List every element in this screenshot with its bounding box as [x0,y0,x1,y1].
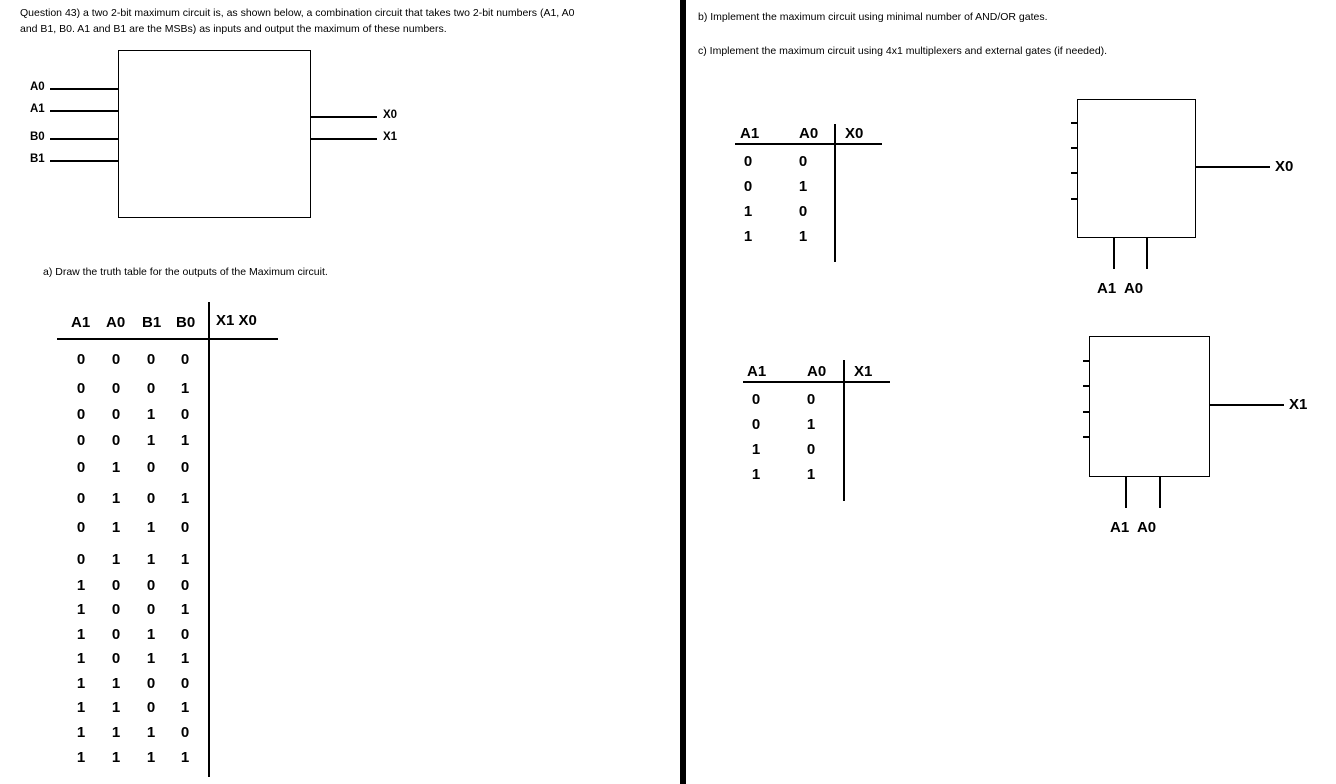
mux-x1-select-wire [1125,477,1127,508]
truth-table-cell: 0 [76,432,86,449]
truth-table-cell: 0 [180,351,190,368]
truth-table-cell: 1 [146,626,156,643]
truth-table-cell: 1 [111,699,121,716]
truth-table-cell: 1 [180,749,190,766]
truth-table-cell: 0 [111,601,121,618]
truth-table-header-a0: A0 [106,314,126,331]
mux-table-x0-cell: 0 [743,178,753,195]
truth-table-cell: 1 [146,749,156,766]
mux-table-x1-header-a1: A1 [747,363,767,380]
truth-table-header-a1: A1 [71,314,91,331]
mux-x0-output-wire [1196,166,1270,168]
mux-table-x0-header-a0: A0 [799,125,819,142]
mux-x1-output-wire [1210,404,1284,406]
input-wire-a0 [50,88,118,90]
truth-table-cell: 0 [111,650,121,667]
mux-table-x1-header-rule [743,381,890,383]
mux-table-x0-cell: 1 [798,178,808,195]
truth-table-cell: 1 [146,650,156,667]
truth-table-cell: 0 [146,380,156,397]
mux-table-x0-cell: 0 [798,153,808,170]
truth-table-cell: 1 [111,675,121,692]
truth-table-header-outputs: X1 X0 [216,312,257,329]
truth-table-cell: 0 [76,519,86,536]
truth-table-cell: 1 [146,724,156,741]
part-a-text: a) Draw the truth table for the outputs of the Maximum circuit. [43,266,328,278]
mux-table-x1-cell: 0 [806,441,816,458]
truth-table-cell: 1 [180,650,190,667]
truth-table-cell: 1 [111,490,121,507]
truth-table-cell: 1 [180,601,190,618]
truth-table-cell: 1 [180,432,190,449]
mux-table-x1-cell: 0 [751,416,761,433]
mux-x1-box [1089,336,1210,477]
truth-table-cell: 1 [146,432,156,449]
truth-table-cell: 0 [146,699,156,716]
truth-table-cell: 1 [111,551,121,568]
truth-table-cell: 0 [111,626,121,643]
mux-x0-select-wire [1146,238,1148,269]
truth-table-cell: 0 [76,380,86,397]
truth-table-cell: 1 [76,601,86,618]
truth-table-cell: 0 [76,406,86,423]
mux-x1-input-stub [1083,411,1089,413]
mux-table-x1-header-a0: A0 [807,363,827,380]
mux-x1-input-stub [1083,436,1089,438]
truth-table-cell: 0 [111,577,121,594]
truth-table-cell: 0 [76,490,86,507]
mux-table-x0-cell: 1 [743,203,753,220]
truth-table-cell: 0 [111,432,121,449]
mux-table-x1-cell: 0 [806,391,816,408]
truth-table-header-b1: B1 [142,314,162,331]
truth-table-cell: 0 [111,380,121,397]
input-wire-b1 [50,160,118,162]
maximum-circuit-box [118,50,311,218]
input-wire-b0 [50,138,118,140]
mux-table-x0-cell: 1 [798,228,808,245]
mux-table-x1-cell: 0 [751,391,761,408]
truth-table-cell: 0 [76,459,86,476]
truth-table-cell: 0 [146,601,156,618]
truth-table-cell: 0 [146,577,156,594]
page-divider [680,0,686,784]
output-label-x0: X0 [383,109,398,121]
truth-table-header-rule [57,338,278,340]
output-label-x1: X1 [383,131,398,143]
truth-table-cell: 0 [180,675,190,692]
mux-x0-select-labels: A1 A0 [1097,280,1144,297]
truth-table-cell: 0 [180,724,190,741]
mux-x1-input-stub [1083,385,1089,387]
mux-x1-select-labels: A1 A0 [1110,519,1157,536]
truth-table-cell: 1 [111,749,121,766]
mux-x0-output-label: X0 [1275,158,1294,175]
mux-table-x0-cell: 0 [743,153,753,170]
truth-table-cell: 0 [180,577,190,594]
input-label-a1: A1 [30,103,45,115]
mux-x0-box [1077,99,1196,238]
output-wire-x0 [311,116,377,118]
truth-table-cell: 1 [146,551,156,568]
truth-table-cell: 1 [111,724,121,741]
truth-table-cell: 1 [180,699,190,716]
truth-table-cell: 0 [180,459,190,476]
question-line-2: and B1, B0. A1 and B1 are the MSBs) as inputs and output the maximum of these numbers. [20,23,447,35]
truth-table-cell: 0 [146,459,156,476]
truth-table-cell: 0 [146,675,156,692]
truth-table-cell: 0 [76,551,86,568]
mux-table-x1-cell: 1 [806,466,816,483]
truth-table-cell: 0 [76,351,86,368]
truth-table-cell: 0 [146,490,156,507]
input-label-b0: B0 [30,131,45,143]
mux-table-x1-cell: 1 [806,416,816,433]
mux-table-x0-header-x0: X0 [845,125,864,142]
part-b-text: b) Implement the maximum circuit using minimal number of AND/OR gates. [698,11,1048,23]
truth-table-cell: 1 [76,749,86,766]
mux-table-x0-header-rule [735,143,882,145]
mux-x1-select-wire [1159,477,1161,508]
truth-table-cell: 0 [146,351,156,368]
truth-table-header-b0: B0 [176,314,196,331]
mux-x0-select-wire [1113,238,1115,269]
mux-table-x0-cell: 1 [743,228,753,245]
mux-table-x1-cell: 1 [751,441,761,458]
truth-table-cell: 0 [180,519,190,536]
truth-table-cell: 1 [180,490,190,507]
mux-table-x1-header-x1: X1 [854,363,873,380]
mux-table-x0-cell: 0 [798,203,808,220]
truth-table-cell: 1 [76,626,86,643]
truth-table-cell: 0 [180,406,190,423]
truth-table-cell: 1 [111,459,121,476]
question-line-1: Question 43) a two 2-bit maximum circuit is, as shown below, a combination circuit that takes two 2-bit numbers (A1, A0 [20,7,575,19]
mux-table-x0-header-a1: A1 [740,125,760,142]
mux-x0-input-stub [1071,147,1077,149]
mux-table-x1-cell: 1 [751,466,761,483]
mux-x1-output-label: X1 [1289,396,1308,413]
output-wire-x1 [311,138,377,140]
mux-x0-input-stub [1071,198,1077,200]
mux-x0-input-stub [1071,122,1077,124]
input-wire-a1 [50,110,118,112]
mux-x1-input-stub [1083,360,1089,362]
truth-table-cell: 1 [76,577,86,594]
truth-table-cell: 1 [180,551,190,568]
truth-table-cell: 1 [111,519,121,536]
input-label-b1: B1 [30,153,45,165]
truth-table-cell: 0 [111,351,121,368]
truth-table-cell: 0 [111,406,121,423]
truth-table-cell: 1 [76,650,86,667]
truth-table-cell: 1 [146,406,156,423]
truth-table-cell: 1 [76,675,86,692]
input-label-a0: A0 [30,81,45,93]
mux-x0-input-stub [1071,172,1077,174]
truth-table-column-rule [208,302,210,777]
truth-table-cell: 1 [146,519,156,536]
mux-table-x1-column-rule [843,360,845,501]
part-c-text: c) Implement the maximum circuit using 4x1 multiplexers and external gates (if needed). [698,45,1108,57]
truth-table-cell: 1 [76,724,86,741]
truth-table-cell: 0 [180,626,190,643]
truth-table-cell: 1 [76,699,86,716]
truth-table-cell: 1 [180,380,190,397]
mux-table-x0-column-rule [834,124,836,262]
